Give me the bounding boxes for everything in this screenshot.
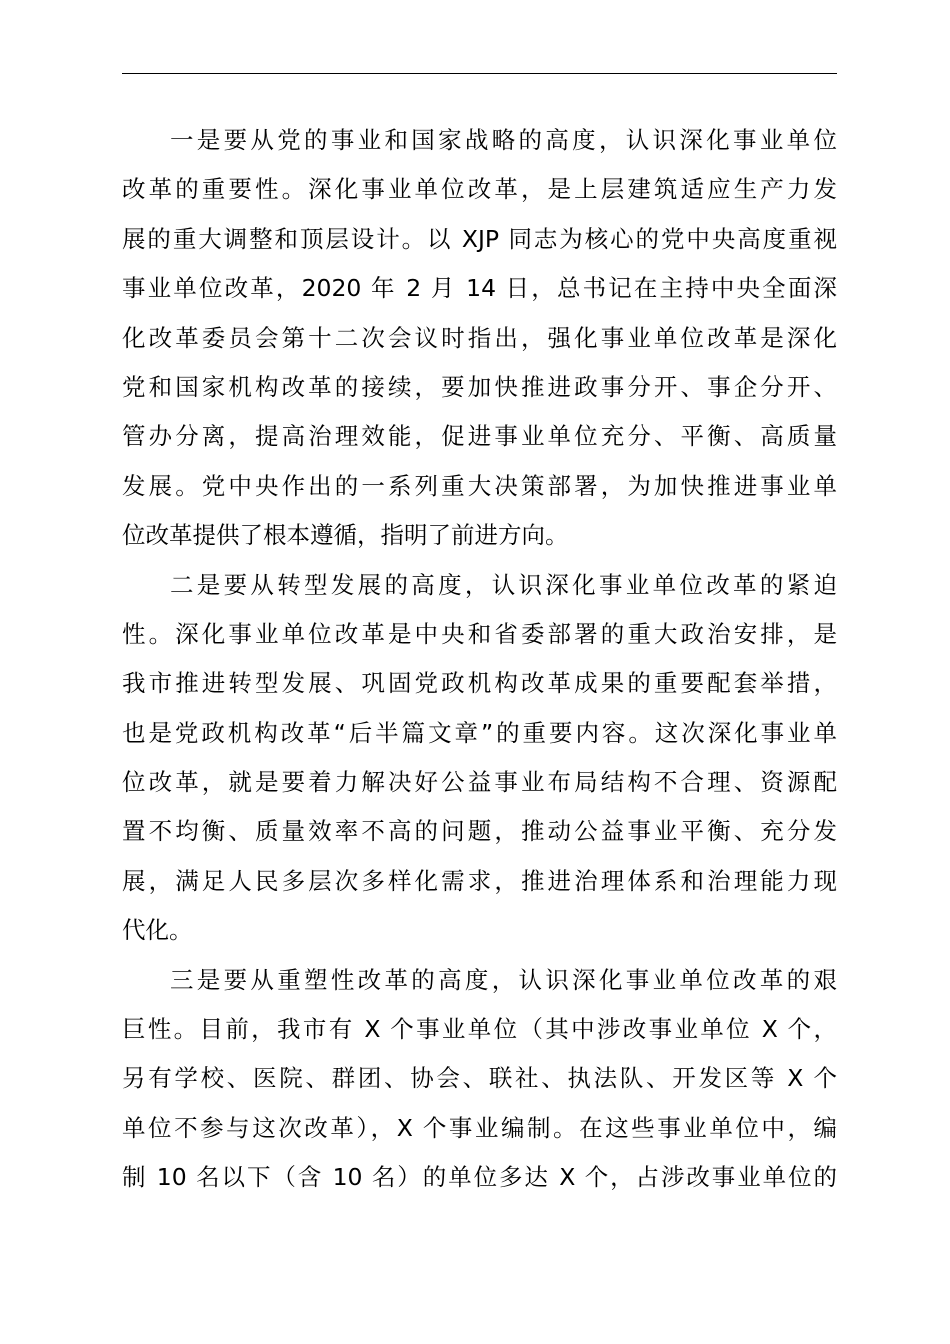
paragraph-2 [122,561,837,956]
text-line: 制 10 名以下（含 10 名）的单位多达 X 个，占涉改事业单位的 [122,1163,837,1192]
text-line: 党和国家机构改革的接续，要加快推进政事分开、事企分开、 [122,372,837,401]
text-line: 一是要从党的事业和国家战略的高度，认识深化事业单位 [170,126,837,154]
text-line: 位改革提供了根本遵循，指明了前进方向。 [122,521,569,550]
text-line: 置不均衡、质量效率不高的问题，推动公益事业平衡、充分发 [122,817,837,846]
text-line: 也是党政机构改革“后半篇文章”的重要内容。这次深化事业单 [122,718,837,747]
text-line: 三是要从重塑性改革的高度，认识深化事业单位改革的艰 [170,965,837,994]
header-rule [122,73,837,74]
paragraph-3 [122,956,837,1203]
text-line: 二是要从转型发展的高度，认识深化事业单位改革的紧迫 [170,570,837,599]
text-line: 位改革，就是要着力解决好公益事业布局结构不合理、资源配 [122,768,837,797]
text-line: 代化。 [122,916,193,945]
document-body [122,116,837,1203]
text-line: 另有学校、医院、群团、协会、联社、执法队、开发区等 X 个 [122,1064,837,1093]
text-line: 改革的重要性。深化事业单位改革，是上层建筑适应生产力发 [122,175,837,204]
text-line: 展的重大调整和顶层设计。以 XJP 同志为核心的党中央高度重视 [122,224,837,253]
text-line: 发展。党中央作出的一系列重大决策部署，为加快推进事业单 [122,471,837,500]
text-line: 我市推进转型发展、巩固党政机构改革成果的重要配套举措， [122,669,837,698]
text-line: 事业单位改革，2020 年 2 月 14 日，总书记在主持中央全面深 [122,274,837,303]
text-line: 性。深化事业单位改革是中央和省委部署的重大政治安排，是 [122,619,837,648]
text-line: 巨性。目前，我市有 X 个事业单位（其中涉改事业单位 X 个， [122,1015,837,1044]
text-line: 展，满足人民多层次多样化需求，推进治理体系和治理能力现 [122,866,837,895]
text-line: 管办分离，提高治理效能，促进事业单位充分、平衡、高质量 [122,422,837,451]
paragraph-1 [122,116,837,561]
text-line: 单位不参与这次改革），X 个事业编制。在这些事业单位中，编 [122,1113,837,1142]
text-line: 化改革委员会第十二次会议时指出，强化事业单位改革是深化 [122,323,837,352]
